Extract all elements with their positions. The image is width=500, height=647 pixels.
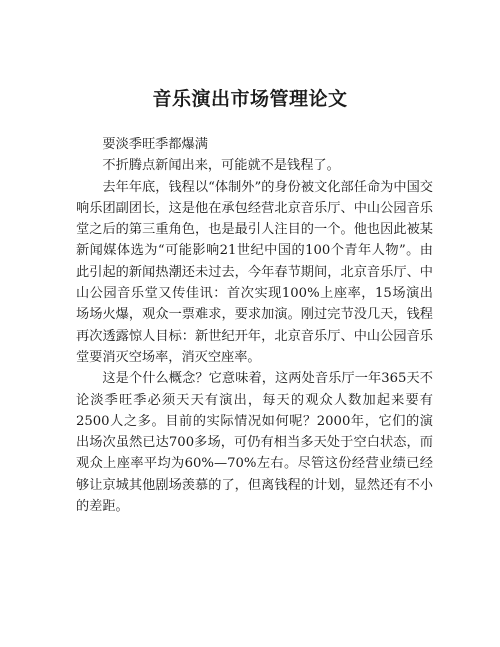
document-title: 音乐演出市场管理论文 [152, 88, 348, 110]
document-body [76, 134, 433, 517]
paragraph: 这是个什么概念？它意味着，这两处音乐厅一年365天不论淡季旺季必须天天有演出，每天的观众人数加起来要有2500人之多。目前的实际情况如何呢？2000年，它们的演出场次虽然已达700多场，可仍有相当多天处于空白状态，而观众上座率平均为60%—70%左右。尽管这份经营业绩已经够让京城其他剧场羡慕的了，但离钱程的计划，显然还有不小的差距。 [76, 371, 433, 515]
section-subheading: 要淡季旺季都爆满 [102, 137, 208, 152]
paragraph: 去年年底，钱程以“体制外”的身份被文化部任命为中国交响乐团副团长，这是他在承包经营北京音乐厅、中山公园音乐堂之后的第三重角色，也是最引人注目的一个。他也因此被某新闻媒体选为“可能影响21世纪中国的100个青年人物”。由此引起的新闻热潮还未过去，今年春节期间，北京音乐厅、中山公园音乐堂又传佳讯：首次实现100%上座率，15场演出场场火爆，观众一票难求，要求加演。刚过完节没几天，钱程再次透露惊人目标：新世纪开年，北京音乐厅、中山公园音乐堂要消灭空场率，消灭空座率。 [76, 179, 433, 365]
paragraph: 不折腾点新闻出来，可能就不是钱程了。 [102, 158, 340, 174]
